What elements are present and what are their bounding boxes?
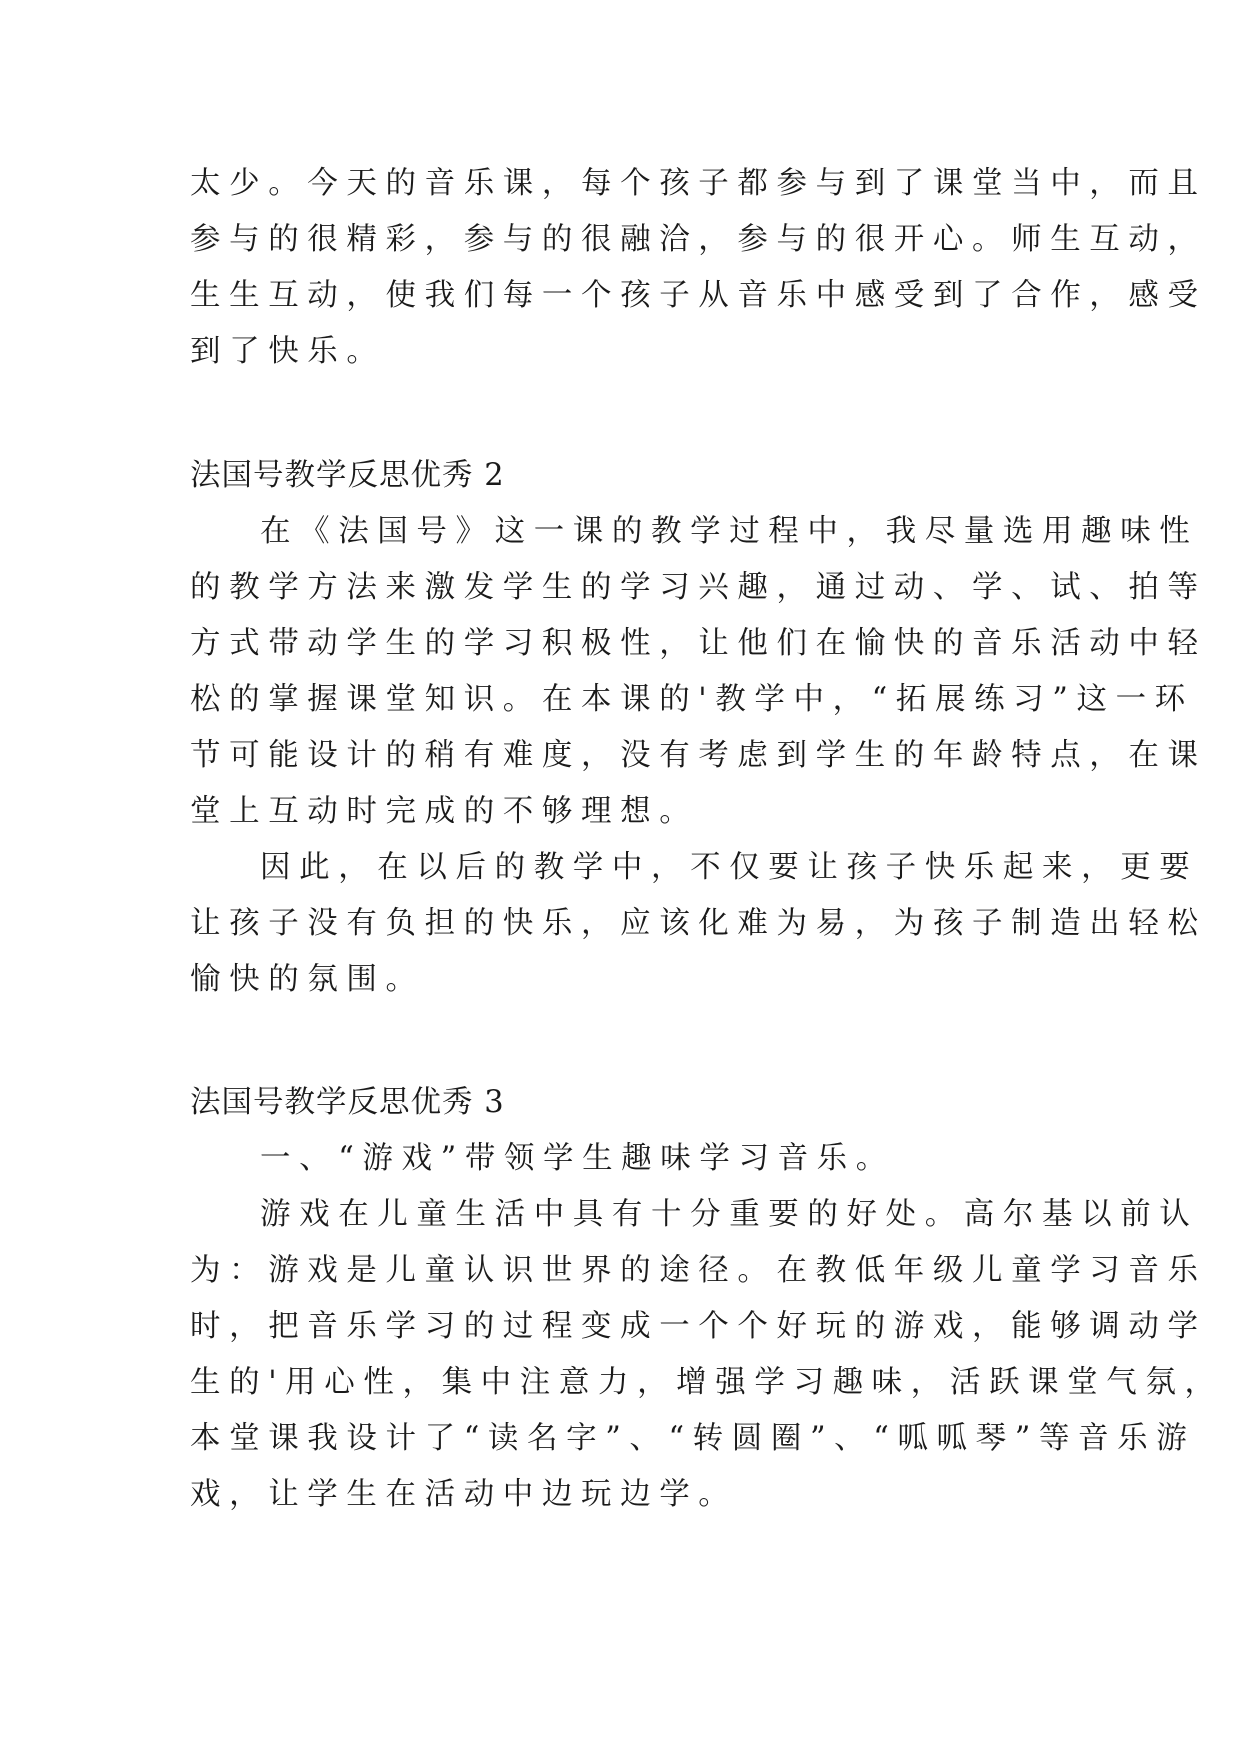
text-line: 本堂课我设计了“读名字”、“转圆圈”、“呱呱琴”等音乐游	[190, 1421, 1196, 1456]
text-line: 参与的很精彩，参与的很融洽，参与的很开心。师生互动，	[190, 222, 1207, 257]
text-line: 游戏在儿童生活中具有十分重要的好处。高尔基以前认	[260, 1197, 1199, 1232]
text-line: 生生互动，使我们每一个孩子从音乐中感受到了合作，感受	[190, 278, 1207, 313]
text-line: 戏，让学生在活动中边玩边学。	[190, 1477, 738, 1512]
text-line: 时，把音乐学习的过程变成一个个好玩的游戏，能够调动学	[190, 1309, 1207, 1344]
section3-subheading	[190, 1131, 1090, 1187]
text-line: 的教学方法来激发学生的学习兴趣，通过动、学、试、拍等	[190, 570, 1207, 605]
text-line: 一、“游戏”带领学生趣味学习音乐。	[260, 1141, 895, 1176]
intro-paragraph	[190, 156, 1207, 380]
section2-paragraph-1	[190, 504, 1207, 840]
text-line: 方式带动学生的学习积极性，让他们在愉快的音乐活动中轻	[190, 626, 1207, 661]
text-line: 在《法国号》这一课的教学过程中，我尽量选用趣味性	[260, 514, 1199, 549]
text-line: 节可能设计的稍有难度，没有考虑到学生的年龄特点，在课	[190, 738, 1207, 773]
text-line: 为：游戏是儿童认识世界的途径。在教低年级儿童学习音乐	[190, 1253, 1207, 1288]
text-line: 愉快的氛围。	[190, 962, 425, 997]
text-line: 让孩子没有负担的快乐，应该化难为易，为孩子制造出轻松	[190, 906, 1207, 941]
section2-paragraph-2	[190, 840, 1207, 1008]
text-line: 太少。今天的音乐课，每个孩子都参与到了课堂当中，而且	[190, 166, 1207, 201]
text-line: 堂上互动时完成的不够理想。	[190, 794, 699, 829]
text-line: 生的'用心性，集中注意力，增强学习趣味，活跃课堂气氛，	[190, 1365, 1224, 1400]
section3-paragraph-1	[190, 1187, 1224, 1523]
text-line: 因此，在以后的教学中，不仅要让孩子快乐起来，更要	[260, 850, 1199, 885]
text-line: 松的掌握课堂知识。在本课的'教学中，“拓展练习”这一环	[190, 682, 1194, 717]
section-heading-2: 法国号教学反思优秀 2	[190, 458, 505, 493]
text-line: 到了快乐。	[190, 334, 386, 369]
section-heading-3: 法国号教学反思优秀 3	[190, 1085, 505, 1120]
